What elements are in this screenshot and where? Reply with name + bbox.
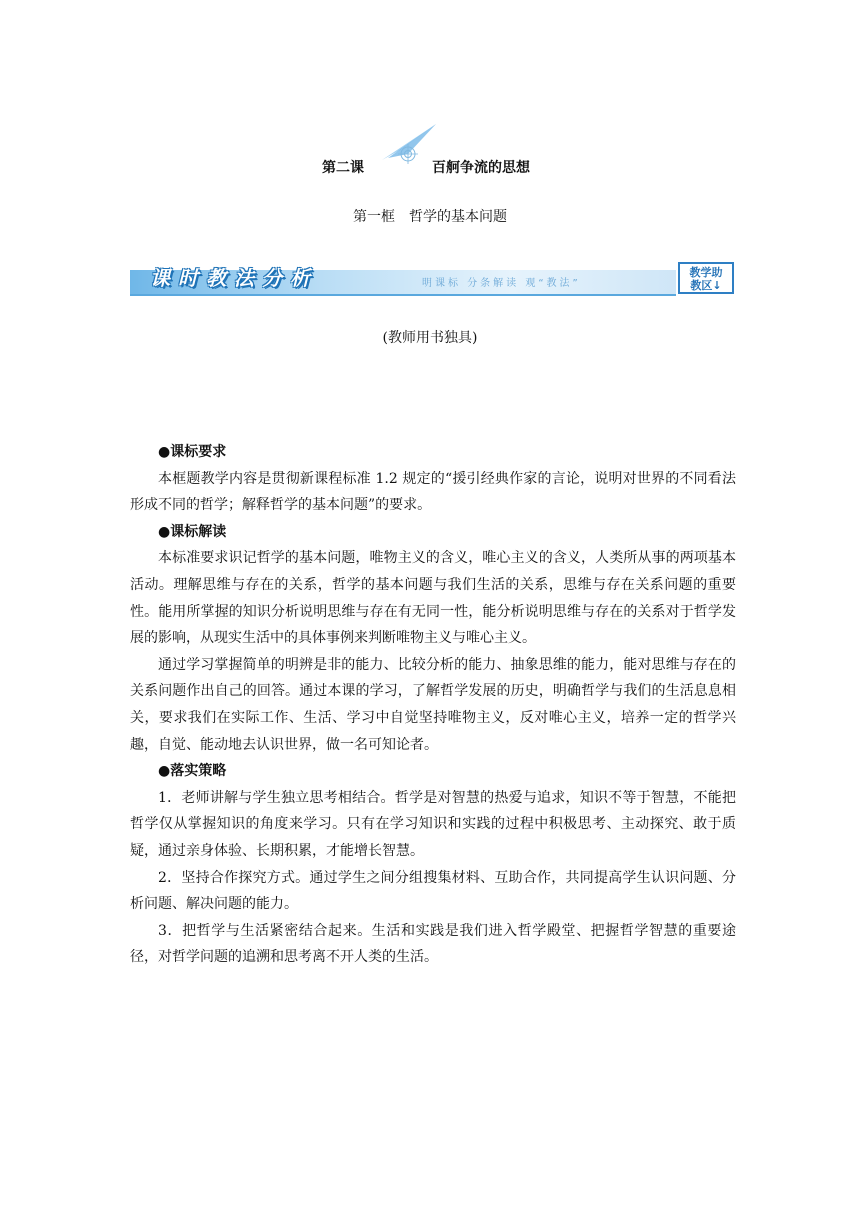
- lesson-name: 百舸争流的思想: [432, 160, 530, 176]
- strategy-item-3: 3．把哲学与生活紧密结合起来。生活和实践是我们进入哲学殿堂、把握哲学智慧的重要途径，对哲学问题的追溯和思考离不开人类的生活。: [130, 922, 736, 966]
- strategy-heading: ●落实策略: [158, 763, 227, 780]
- requirements-heading: ●课标要求: [158, 444, 227, 460]
- frame-name: 哲学的基本问题: [409, 209, 507, 225]
- frame-title: [0, 206, 860, 226]
- strategy-item-2: 2．坚持合作探究方式。通过学生之间分组搜集材料、互助合作，共同提高学生认识问题、分析问题、解决问题的能力。: [130, 869, 736, 913]
- strategy-item-1: 1．老师讲解与学生独立思考相结合。哲学是对智慧的热爱与追求，知识不等于智慧，不能把哲学仅从掌握知识的角度来学习。只有在学习知识和实践的过程中积极思考、主动探究、敢于质疑，通过亲身体验、长期积累，才能增长智慧。: [130, 789, 736, 859]
- interpretation-heading: ●课标解读: [158, 523, 227, 540]
- tag-line-2: 教区↓: [690, 279, 722, 292]
- interpretation-para-2: 通过学习掌握简单的明辨是非的能力、比较分析的能力、抽象思维的能力，能对思维与存在的关系问题作出自己的回答。通过本课的学习，了解哲学发展的历史，明确哲学与我们的生活息息相关，要求我们在实际工作、生活、学习中自觉坚持唯物主义，反对唯心主义，培养一定的哲学兴趣，自觉、能动地去认识世界，做一名可知论者。: [130, 656, 736, 753]
- interpretation-para-1: 本标准要求识记哲学的基本问题，唯物主义的含义，唯心主义的含义，人类所从事的两项基本活动。理解思维与存在的关系，哲学的基本问题与我们生活的关系，思维与存在关系问题的重要性。能用所掌握的知识分析说明思维与存在有无同一性，能分析说明思维与存在的关系对于哲学发展的影响，从现实生活中的具体事例来判断唯物主义与唯心主义。: [130, 550, 736, 647]
- frame-number: 第一框: [353, 209, 395, 225]
- banner-title: 课时教法分析: [150, 266, 318, 290]
- requirements-text: 本框题教学内容是贯彻新课程标准 1.2 规定的“援引经典作家的言论，说明对世界的不同看法形成不同的哲学；解释哲学的基本问题”的要求。: [130, 470, 736, 514]
- banner-subtitle: 明课标 分条解读 观“教法”: [422, 278, 581, 289]
- section-banner: [130, 262, 738, 296]
- teacher-note: (教师用书独具): [382, 330, 478, 346]
- tag-line-1: 教学助: [689, 266, 723, 279]
- teaching-aid-tag[interactable]: [678, 262, 734, 294]
- lesson-number: 第二课: [322, 160, 364, 176]
- paper-plane-icon: [378, 120, 440, 170]
- main-content: [130, 439, 736, 971]
